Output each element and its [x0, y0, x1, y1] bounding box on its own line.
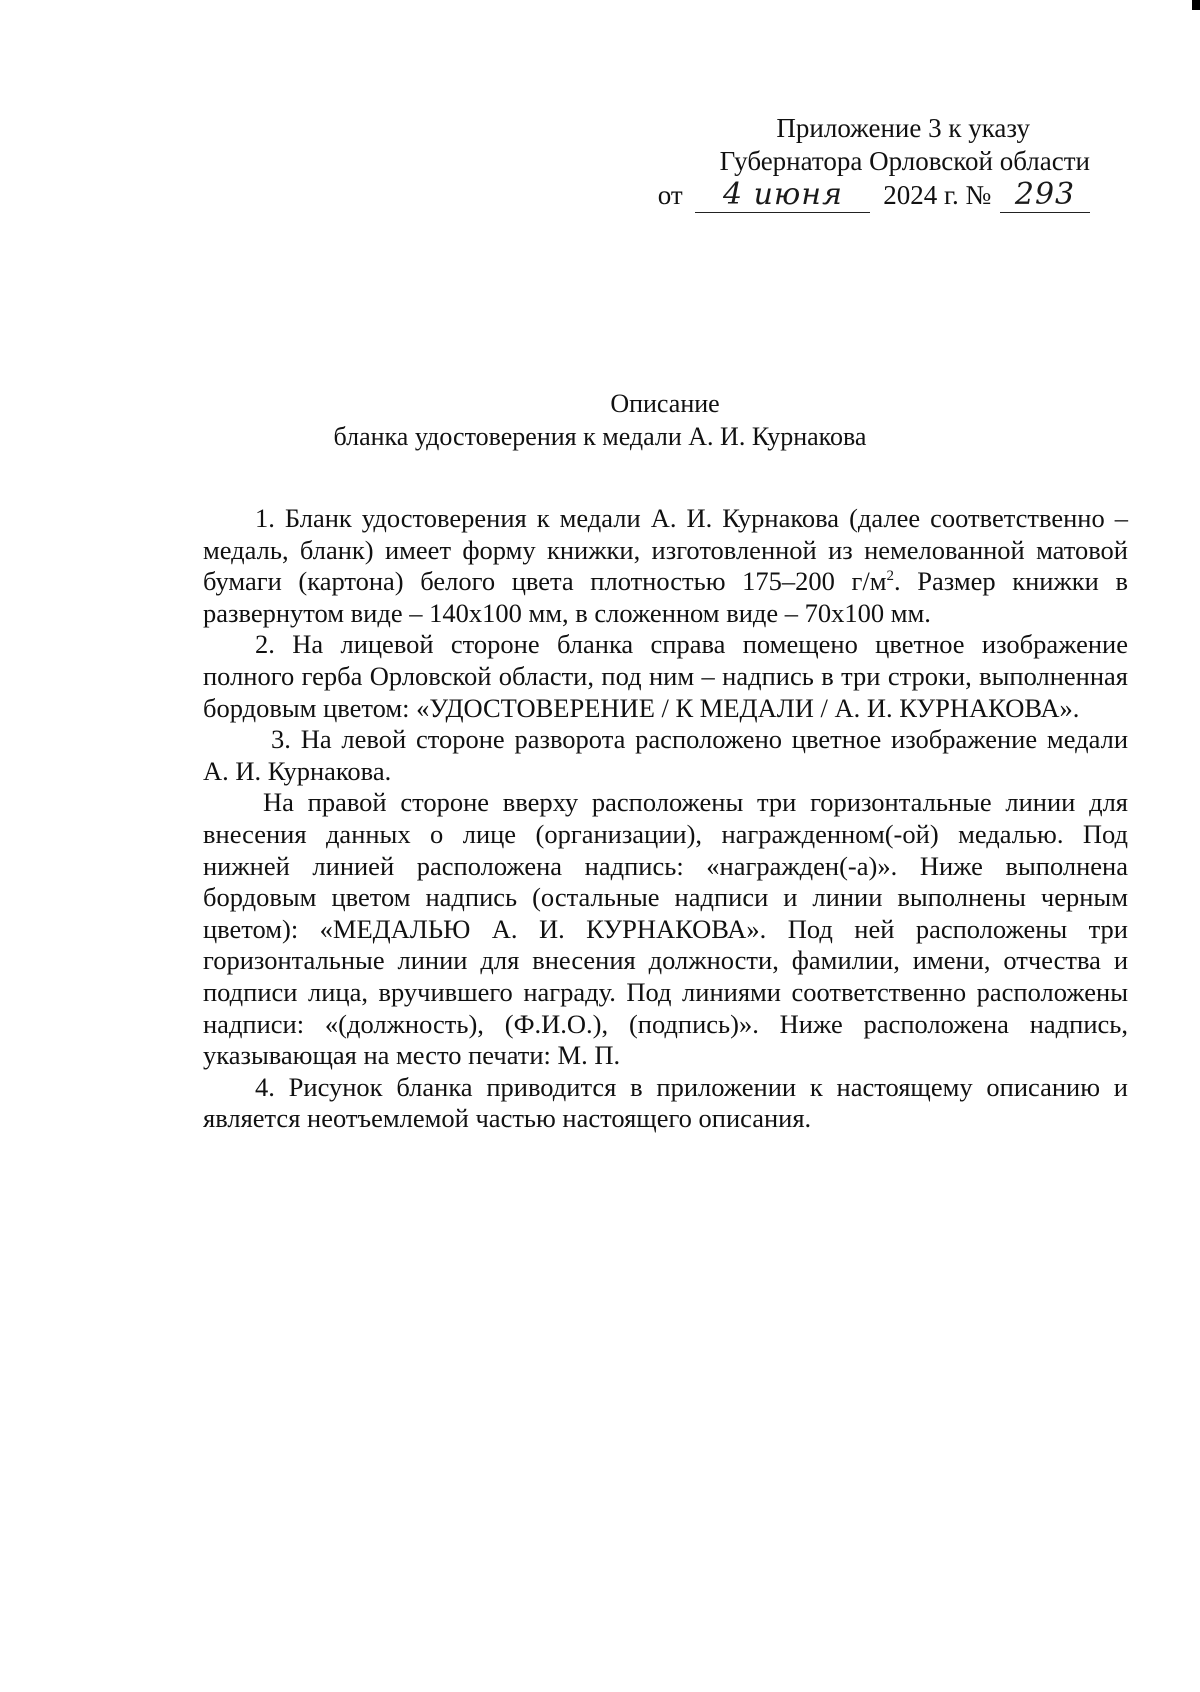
paragraph-5: 4. Рисунок бланка приводится в приложении к настоящему описанию и является неотъемлемой частью настоящего описания.	[203, 1071, 1128, 1134]
document-title: Описание	[610, 389, 720, 418]
year-and-number-label: 2024 г. №	[883, 180, 992, 210]
attachment-line-2: Губернатора Орловской области	[719, 146, 1090, 176]
attachment-header	[570, 112, 1090, 213]
corner-mark	[1192, 0, 1200, 10]
attachment-date-line	[570, 178, 1090, 213]
document-subtitle: бланка удостоверения к медали А. И. Курнакова	[333, 422, 867, 451]
paragraph-4: На правой стороне вверху расположены три горизонтальные линии для внесения данных о лице (организации), награжденном(-ой) медалью. Под нижней линией расположена надпись: «награжден(-а)». Ниже выполнена бордовым цветом надпись (остальные надписи и линии выполнены черным цветом): «МЕДАЛЬЮ А. И. КУРНАКОВА». Под ней расположены три горизонтальные линии для внесения должности, фамилии, имени, отчества и подписи лица, вручившего награду. Под линиями соответственно расположены надписи: «(должность), (Ф.И.О.), (подпись)». Ниже расположена надпись, указывающая на место печати: М. П.	[203, 787, 1128, 1071]
handwritten-date: 4 июня	[695, 178, 870, 213]
paragraph-1: 1. Бланк удостоверения к медали А. И. Курнакова (далее соответственно – медаль, бланк) имеет форму книжки, изготовленной из немелованной матовой бумаги (картона) белого цвета плотностью 175–200 $г/м^2$. Размер книжки в развернутом виде – 140х100 мм, в сложенном виде – 70х100 мм.	[203, 503, 1128, 628]
attachment-line-1: Приложение 3 к указу	[776, 113, 1030, 143]
document-body	[203, 503, 1128, 1135]
paragraph-2: 2. На лицевой стороне бланка справа помещено цветное изображение полного герба Орловской области, под ним – надпись в три строки, выполненная бордовым цветом: «УДОСТОВЕРЕНИЕ / К МЕДАЛИ / А. И. КУРНАКОВА».	[203, 629, 1128, 723]
handwritten-number: 293	[1000, 178, 1090, 213]
paragraph-3: 3. На левой стороне разворота расположено цветное изображение медали А. И. Курнакова.	[203, 724, 1128, 786]
date-prefix: от	[657, 180, 683, 210]
